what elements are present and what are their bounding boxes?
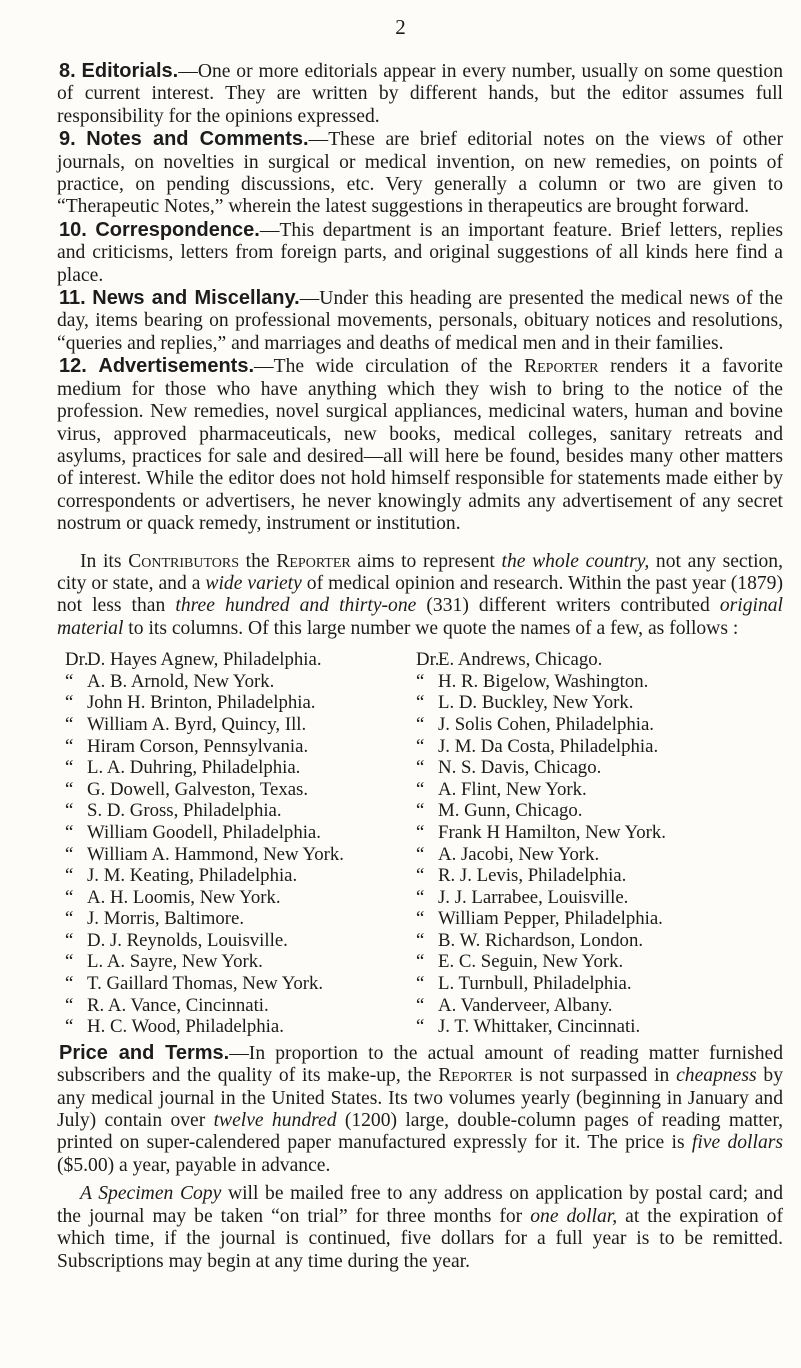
name-prefix: “ [65,670,74,692]
contributor-line [416,908,767,930]
contributor-name: J. Solis Cohen, Philadelphia. [438,713,654,735]
contributor-line [65,973,416,995]
name-prefix: Dr. [65,649,89,671]
journal-name: Reporter [438,1065,513,1087]
contributor-line [416,1016,767,1038]
contributor-line [416,887,767,909]
section-number: 9. [59,128,76,151]
intro-text: of medical opinion and research. Within the past year (1879) not less than [57,572,783,617]
intro-emphasis: the whole country, [501,550,650,572]
contributor-name: B. W. Richardson, London. [438,929,644,951]
contributor-column-right [416,649,767,1038]
name-prefix: “ [416,994,425,1016]
section-text: —The wide circulation of the [254,356,525,378]
contributor-name: William A. Byrd, Quincy, Ill. [87,713,307,735]
price-emphasis: twelve hundred [213,1110,337,1132]
contributor-line [65,930,416,952]
price-and-terms [57,1042,783,1177]
specimen-copy [57,1183,783,1273]
intro-emphasis: original material [57,595,784,639]
price-emphasis: five dollars [691,1132,783,1154]
name-prefix: “ [416,929,425,951]
specimen-text: at the expiration of which time, if the journal is continued, five dollars for a full year is to be remitted. Subscriptions may begin at any time during the year. [57,1205,783,1272]
contributor-name: S. D. Gross, Philadelphia. [87,800,282,822]
contributor-line [416,844,767,866]
contributor-name: L. A. Sayre, New York. [87,951,263,973]
contributor-line [65,822,416,844]
section-text: —This department is an important feature. Brief letters, replies and criticisms, letters from foreign parts, and original suggestions of all kinds here find a place. [57,219,783,286]
name-prefix: “ [65,951,74,973]
section-text: —Under this heading are presented the medical news of the day, items bearing on professional movements, personals, obituary notices and resolutions, “queries and replies,” and marriages and deaths of medical men and in their families. [57,288,783,354]
intro-text: to its columns. Of this large number we quote the names of a few, as follows : [123,617,739,639]
name-prefix: “ [416,713,425,735]
contributor-name: William Goodell, Philadelphia. [87,821,321,843]
contributor-line [65,692,416,714]
price-text: is not surpassed in [512,1065,677,1087]
contributor-name: Hiram Corson, Pennsylvania. [87,735,309,757]
contributor-line [65,671,416,693]
specimen-emphasis: A Specimen Copy [80,1183,222,1205]
name-prefix: “ [65,692,74,714]
name-prefix: “ [416,951,425,973]
contributor-name: A. Vanderveer, Albany. [438,994,613,1016]
name-prefix: “ [416,670,425,692]
price-text: ($5.00) a year, payable in advance. [57,1154,331,1176]
name-prefix: “ [416,1016,425,1038]
price-text: by any medical journal in the United States. Its two volumes yearly (beginning in January and July) contain over [57,1065,783,1132]
section-news-and-miscellany [57,287,783,355]
contributor-name: J. M. Da Costa, Philadelphia. [438,735,659,757]
page-content [57,60,783,1273]
name-prefix: “ [65,929,74,951]
specimen-text: will be mailed free to any address on application by postal card; and the journal may be taken “on trial” for three months for [57,1183,783,1227]
contributor-name: J. Morris, Baltimore. [87,908,245,930]
contributor-name: J. J. Larrabee, Louisville. [438,886,629,908]
contributor-line [416,779,767,801]
name-prefix: “ [65,735,74,757]
contributor-line [416,951,767,973]
section-text: renders it a favorite medium for those who have anything which they wish to bring to the notice of the profession. New remedies, novel surgical appliances, medicinal waters, human and bovine virus, approved pharmaceuticals, new books, medical colleges, sanitary retreats and asylums, practices for sale and desired—all will here be found, besides many other matters of interest. While the editor does not hold himself responsible for statements made either by correspondents or advertisers, he never knowingly admits any advertisement of any secret nostrum or quack remedy, instrument or institution. [57,356,783,535]
contributor-name: H. R. Bigelow, Washington. [438,670,649,692]
intro-text: not any section, city or state, and a [57,550,784,594]
name-prefix: “ [65,713,74,735]
contributor-line [65,736,416,758]
name-prefix: “ [65,843,74,865]
contributor-line [416,995,767,1017]
name-prefix: “ [416,865,425,887]
section-heading: Editorials. [81,60,179,82]
name-prefix: “ [65,778,74,800]
section-number: 8. [59,60,76,82]
contributor-name: E. C. Seguin, New York. [438,951,624,973]
contributor-line [65,887,416,909]
contributor-line [416,757,767,779]
intro-text: aims to represent [350,550,502,572]
contributor-name: G. Dowell, Galveston, Texas. [87,778,309,800]
contributor-line [416,736,767,758]
contributor-name: J. M. Keating, Philadelphia. [87,865,298,887]
contributor-name: L. Turnbull, Philadelphia. [438,973,632,995]
contributor-line [65,1016,416,1038]
contributor-name: N. S. Davis, Chicago. [438,757,602,779]
name-prefix: “ [416,735,425,757]
contributor-line [65,649,416,671]
contributor-line [416,671,767,693]
name-prefix: “ [416,800,425,822]
contributor-column-left [65,649,416,1038]
name-prefix: “ [65,1016,74,1038]
section-advertisements [57,355,783,535]
contributor-line [65,779,416,801]
price-heading: Price and Terms. [59,1041,230,1064]
name-prefix: “ [416,908,425,930]
section-text: —One or more editorials appear in every number, usually on some question of current interest. They are written by different hands, but the editor assumes full responsibility for the opinions expressed. [57,61,783,127]
section-heading: News and Miscellany. [92,287,300,310]
name-prefix: “ [65,865,74,887]
name-prefix: “ [65,994,74,1016]
section-editorials [57,60,783,128]
contributor-line [65,757,416,779]
name-prefix: “ [65,886,74,908]
section-heading: Advertisements. [98,355,255,378]
name-prefix: “ [65,821,74,843]
contributor-name: A. H. Loomis, New York. [87,886,281,908]
page-number: 2 [395,15,406,39]
section-number: 12. [59,355,87,378]
contributor-line [65,844,416,866]
name-prefix: “ [65,973,74,995]
contributor-line [416,865,767,887]
contributor-name: M. Gunn, Chicago. [438,800,583,822]
name-prefix: “ [416,843,425,865]
contributor-line [416,714,767,736]
section-heading: Correspondence. [95,218,260,241]
contributor-line [416,822,767,844]
contributor-line [65,865,416,887]
name-prefix: “ [65,908,74,930]
name-prefix: “ [416,692,425,714]
intro-text: the [239,550,277,572]
contributor-line [65,995,416,1017]
journal-name: Reporter [276,550,351,572]
contributor-name: John H. Brinton, Philadelphia. [87,692,316,714]
section-correspondence [57,219,783,287]
section-number: 10. [59,218,87,241]
section-number: 11. [59,287,86,310]
contributor-name: E. Andrews, Chicago. [438,649,603,671]
intro-text: In its [80,550,129,572]
contributor-name: H. C. Wood, Philadelphia. [87,1016,284,1038]
contributor-name: L. D. Buckley, New York. [438,692,634,714]
contributors-intro [57,551,783,641]
contributor-name: A. Jacobi, New York. [438,843,600,865]
contributor-name: L. A. Duhring, Philadelphia. [87,757,301,779]
price-text: —In proportion to the actual amount of reading matter furnished subscribers and the quality of its make-up, the [57,1042,783,1087]
contributor-name: R. A. Vance, Cincinnati. [87,994,269,1016]
contributor-name: J. T. Whittaker, Cincinnati. [438,1016,641,1038]
contributor-line [65,951,416,973]
specimen-emphasis: one dollar, [530,1205,618,1227]
name-prefix: “ [416,973,425,995]
contributor-line [416,800,767,822]
contributor-line [65,908,416,930]
contributor-name: Frank H Hamilton, New York. [438,821,666,843]
contributor-line [416,930,767,952]
contributor-line [416,973,767,995]
intro-smallcaps: Contributors [128,550,240,572]
name-prefix: “ [416,821,425,843]
section-notes-and-comments [57,128,783,219]
contributor-name: D. J. Reynolds, Louisville. [87,929,288,951]
journal-name: Reporter [524,356,599,378]
contributor-line [65,714,416,736]
contributor-name: William A. Hammond, New York. [87,843,344,865]
intro-text: (331) different writers contributed [416,595,720,617]
name-prefix: Dr. [416,649,440,671]
contributor-name: D. Hayes Agnew, Philadelphia. [87,649,322,671]
intro-emphasis: three hundred and thirty-one [175,595,417,617]
price-text: (1200) large, double-column pages of reading matter, printed on super-calendered paper manufactured expressly for it. The price is [57,1110,784,1154]
contributor-name: T. Gaillard Thomas, New York. [87,973,324,995]
section-heading: Notes and Comments. [86,128,309,151]
price-emphasis: cheapness [676,1065,757,1087]
name-prefix: “ [65,800,74,822]
section-text: —These are brief editorial notes on the views of other journals, on novelties in surgical or medical invention, on new remedies, on points of practice, on pending discussions, etc. Very generally a column or two are given to “Therapeutic Notes,” wherein the latest suggestions in therapeutics are brought forward. [57,129,783,218]
contributor-name: R. J. Levis, Philadelphia. [438,865,627,887]
name-prefix: “ [65,757,74,779]
name-prefix: “ [416,778,425,800]
contributor-line [416,649,767,671]
contributor-name: A. Flint, New York. [438,778,587,800]
contributor-name: William Pepper, Philadelphia. [438,908,663,930]
name-prefix: “ [416,757,425,779]
contributor-names [65,649,783,1038]
intro-emphasis: wide variety [205,572,302,594]
name-prefix: “ [416,886,425,908]
contributor-line [65,800,416,822]
contributor-name: A. B. Arnold, New York. [87,670,275,692]
contributor-line [416,692,767,714]
